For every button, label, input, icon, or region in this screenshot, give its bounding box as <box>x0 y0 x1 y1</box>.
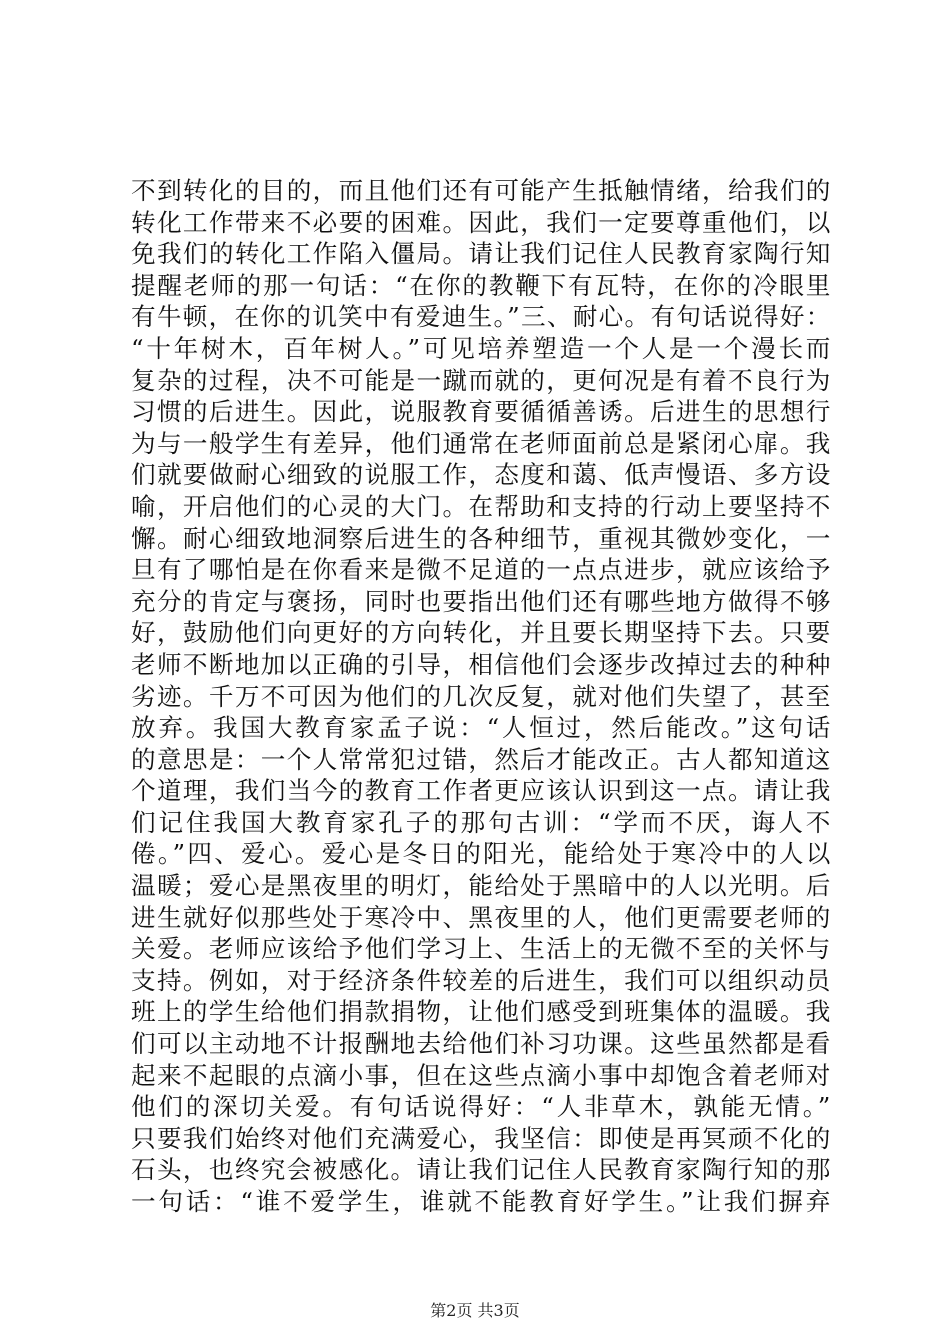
text-line: 他们的深切关爱。有句话说得好：“人非草木，孰能无情。” <box>131 1092 831 1122</box>
text-line: 习惯的后进生。因此，说服教育要循循善诱。后进生的思想行 <box>131 397 831 427</box>
text-line: 旦有了哪怕是在你看来是微不足道的一点点进步，就应该给予 <box>131 555 831 585</box>
text-line: 为与一般学生有差异，他们通常在老师面前总是紧闭心扉。我 <box>131 428 831 458</box>
text-line: 的意思是：一个人常常犯过错，然后才能改正。古人都知道这 <box>131 744 831 774</box>
text-line: 有牛顿，在你的讥笑中有爱迪生。”三、耐心。有句话说得好： <box>131 302 831 332</box>
page-footer: 第2页 共3页 <box>430 1301 520 1320</box>
text-line: 石头，也终究会被感化。请让我们记住人民教育家陶行知的那 <box>131 1155 831 1185</box>
text-line: 只要我们始终对他们充满爱心，我坚信：即使是再冥顽不化的 <box>131 1123 831 1153</box>
text-line: 们可以主动地不计报酬地去给他们补习功课。这些虽然都是看 <box>131 1029 831 1059</box>
text-line: 充分的肯定与褒扬，同时也要指出他们还有哪些地方做得不够 <box>131 586 831 616</box>
text-line: 班上的学生给他们捐款捐物，让他们感受到班集体的温暖。我 <box>131 997 831 1027</box>
text-line: 老师不断地加以正确的引导，相信他们会逐步改掉过去的种种 <box>131 649 831 679</box>
text-line: 懈。耐心细致地洞察后进生的各种细节，重视其微妙变化，一 <box>131 523 831 553</box>
text-line: 不到转化的目的，而且他们还有可能产生抵触情绪，给我们的 <box>131 176 831 205</box>
text-line: 免我们的转化工作陷入僵局。请让我们记住人民教育家陶行知 <box>131 239 831 269</box>
text-line: 放弃。我国大教育家孟子说：“人恒过，然后能改。”这句话 <box>131 713 831 743</box>
text-line: 支持。例如，对于经济条件较差的后进生，我们可以组织动员 <box>131 965 831 995</box>
text-line: 倦。”四、爱心。爱心是冬日的阳光，能给处于寒冷中的人以 <box>131 839 831 869</box>
text-line: “十年树木，百年树人。”可见培养塑造一个人是一个漫长而 <box>131 333 831 363</box>
text-line: 提醒老师的那一句话：“在你的教鞭下有瓦特，在你的冷眼里 <box>131 270 831 300</box>
text-line: 们记住我国大教育家孔子的那句古训：“学而不厌，诲人不 <box>131 807 831 837</box>
text-line: 一句话：“谁不爱学生，谁就不能教育好学生。”让我们摒弃 <box>131 1187 831 1216</box>
text-line: 转化工作带来不必要的困难。因此，我们一定要尊重他们，以 <box>131 207 831 237</box>
text-line: 温暖；爱心是黑夜里的明灯，能给处于黑暗中的人以光明。后 <box>131 871 831 901</box>
text-line: 喻，开启他们的心灵的大门。在帮助和支持的行动上要坚持不 <box>131 491 831 521</box>
text-line: 个道理，我们当今的教育工作者更应该认识到这一点。请让我 <box>131 776 831 806</box>
body-text <box>131 175 831 1218</box>
text-line: 劣迹。千万不可因为他们的几次反复，就对他们失望了，甚至 <box>131 681 831 711</box>
text-line: 起来不起眼的点滴小事，但在这些点滴小事中却饱含着老师对 <box>131 1060 831 1090</box>
text-line: 好，鼓励他们向更好的方向转化，并且要长期坚持下去。只要 <box>131 618 831 648</box>
text-line: 们就要做耐心细致的说服工作，态度和蔼、低声慢语、多方设 <box>131 460 831 490</box>
text-line: 关爱。老师应该给予他们学习上、生活上的无微不至的关怀与 <box>131 934 831 964</box>
text-line: 进生就好似那些处于寒冷中、黑夜里的人，他们更需要老师的 <box>131 902 831 932</box>
text-line: 复杂的过程，决不可能是一蹴而就的，更何况是有着不良行为 <box>131 365 831 395</box>
